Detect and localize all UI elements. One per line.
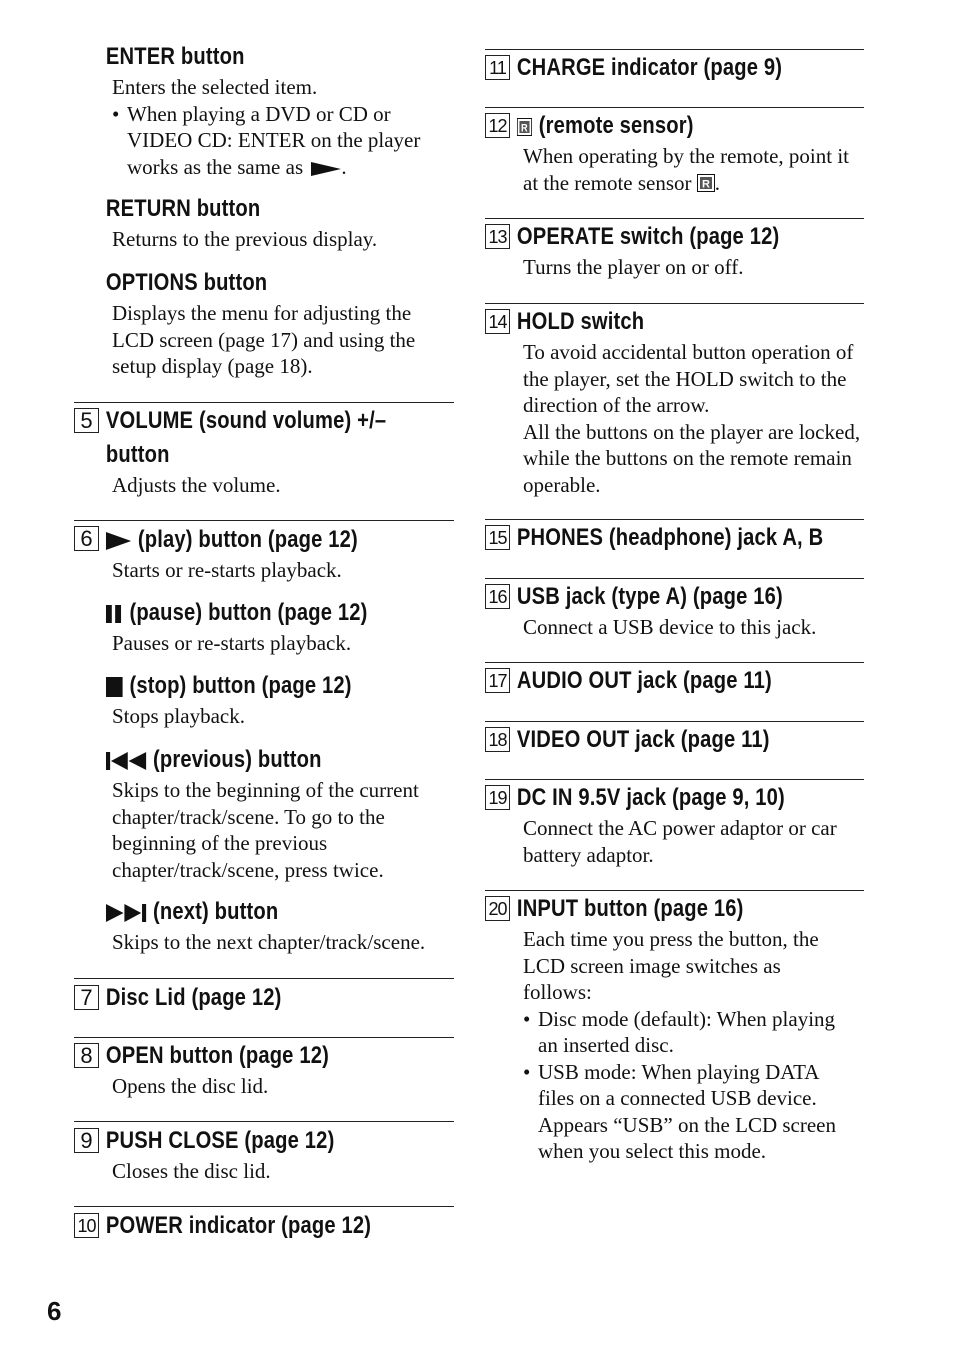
item-number-18: 18	[485, 727, 510, 752]
input-bullet-2	[523, 1059, 853, 1165]
previous-icon	[106, 752, 146, 770]
remote-sensor-heading	[485, 109, 803, 143]
pause-title: (pause) button (page 12)	[129, 599, 368, 626]
previous-entry	[74, 743, 454, 883]
period: .	[341, 154, 347, 179]
input-bullet-2-text: USB mode: When playing DATA files on a connected USB device. Appears “USB” on the LCD screen when you select this mode.	[538, 1059, 836, 1163]
item-number-20: 20	[485, 896, 510, 921]
hold-entry	[485, 303, 864, 498]
next-heading	[74, 895, 393, 929]
remote-sensor-title: (remote sensor)	[538, 112, 694, 139]
stop-heading	[74, 669, 393, 703]
charge-entry	[485, 49, 864, 85]
usb-desc: Connect a USB device to this jack.	[523, 615, 817, 639]
item-number-17: 17	[485, 668, 510, 693]
video-out-title: VIDEO OUT jack (page 11)	[516, 726, 770, 753]
usb-title: USB jack (type A) (page 16)	[516, 583, 783, 610]
volume-desc: Adjusts the volume.	[112, 473, 281, 497]
bullet-dot: •	[523, 1059, 531, 1084]
input-entry	[485, 890, 864, 1165]
phones-title: PHONES (headphone) jack A, B	[516, 524, 824, 551]
next-icon	[106, 904, 146, 922]
volume-entry	[74, 402, 454, 499]
item-number-9: 9	[74, 1128, 99, 1153]
push-close-title: PUSH CLOSE (page 12)	[105, 1127, 335, 1154]
remote-sensor-inline-icon	[697, 174, 715, 192]
play-title: (play) button (page 12)	[137, 526, 358, 553]
item-number-5: 5	[74, 408, 99, 433]
item-number-12: 12	[485, 113, 510, 138]
item-number-10: 10	[74, 1213, 99, 1238]
previous-title: (previous) button	[152, 746, 322, 773]
previous-desc: Skips to the beginning of the current chapter/track/scene. To go to the beginning of the previous chapter/track/scene, press twice.	[112, 778, 419, 882]
stop-entry	[74, 669, 454, 730]
item-number-16: 16	[485, 584, 510, 609]
item-number-8: 8	[74, 1043, 99, 1068]
play-desc: Starts or re-starts playback.	[112, 558, 342, 582]
open-title: OPEN button (page 12)	[105, 1042, 329, 1069]
svg-text:R: R	[521, 122, 528, 135]
return-title: RETURN button	[105, 195, 261, 222]
operate-desc: Turns the player on or off.	[523, 255, 744, 279]
power-entry	[74, 1206, 454, 1243]
push-close-desc: Closes the disc lid.	[112, 1159, 271, 1183]
enter-bullet-text: When playing a DVD or CD or VIDEO CD: ENTER on the player works as the same as	[127, 101, 421, 179]
hold-desc-2: All the buttons on the player are locked, while the buttons on the remote remain operable.	[523, 419, 861, 497]
open-desc: Opens the disc lid.	[112, 1074, 269, 1098]
page-number: 6	[47, 1296, 62, 1326]
open-entry	[74, 1037, 454, 1100]
stop-desc: Stops playback.	[112, 704, 245, 728]
pause-entry	[74, 596, 454, 657]
audio-out-entry	[485, 662, 864, 698]
play-triangle-icon	[311, 162, 341, 176]
next-entry	[74, 895, 454, 956]
item-number-19: 19	[485, 785, 510, 810]
play-heading	[74, 523, 393, 557]
item-number-6: 6	[74, 526, 99, 551]
dc-in-desc: Connect the AC power adaptor or car battery adaptor.	[523, 816, 837, 867]
remote-sensor-desc-block: When operating by the remote, point it at the remote sensor R .	[523, 144, 849, 195]
operate-title: OPERATE switch (page 12)	[516, 223, 780, 250]
hold-desc-1: To avoid accidental button operation of the player, set the HOLD switch to the direction of the arrow.	[523, 340, 854, 417]
remote-sensor-desc: When operating by the remote, point it at the remote sensor	[523, 144, 849, 195]
charge-title: CHARGE indicator (page 9)	[516, 54, 783, 81]
next-title: (next) button	[152, 898, 279, 925]
stop-title: (stop) button (page 12)	[129, 672, 352, 699]
power-title: POWER indicator (page 12)	[105, 1212, 372, 1239]
disc-lid-title: Disc Lid (page 12)	[105, 984, 282, 1011]
input-desc: Each time you press the button, the LCD screen image switches as follows:	[523, 927, 819, 1004]
item-number-14: 14	[485, 309, 510, 334]
audio-out-title: AUDIO OUT jack (page 11)	[516, 667, 772, 694]
next-desc: Skips to the next chapter/track/scene.	[112, 930, 426, 954]
item-number-13: 13	[485, 224, 510, 249]
bullet-dot: •	[523, 1006, 531, 1031]
svg-text:R: R	[701, 178, 710, 190]
input-bullet-1-text: Disc mode (default): When playing an inserted disc.	[538, 1006, 836, 1057]
remote-sensor-entry	[485, 107, 864, 196]
options-title: OPTIONS button	[105, 269, 268, 296]
enter-bullet-item	[112, 101, 457, 181]
pause-desc: Pauses or re-starts playback.	[112, 631, 352, 655]
usb-entry	[485, 578, 864, 641]
enter-title: ENTER button	[105, 43, 245, 70]
options-desc: Displays the menu for adjusting the LCD screen (page 17) and using the setup display (page 18).	[112, 301, 416, 378]
enter-entry	[74, 40, 454, 180]
remote-sensor-icon	[517, 118, 532, 136]
return-entry	[74, 192, 454, 253]
input-bullet-1	[523, 1006, 853, 1059]
enter-desc: Enters the selected item.	[112, 75, 318, 99]
push-close-entry	[74, 1121, 454, 1185]
pause-heading	[74, 596, 393, 630]
play-icon	[106, 532, 131, 550]
item-number-7: 7	[74, 985, 99, 1010]
bullet-dot: •	[112, 101, 120, 126]
play-entry	[74, 520, 454, 584]
operate-entry	[485, 218, 864, 281]
dc-in-title: DC IN 9.5V jack (page 9, 10)	[516, 784, 785, 811]
volume-title: VOLUME (sound volume) +/– button	[105, 407, 387, 468]
disc-lid-entry	[74, 978, 454, 1015]
item-number-15: 15	[485, 525, 510, 550]
stop-icon	[106, 677, 123, 697]
return-desc: Returns to the previous display.	[112, 227, 378, 251]
previous-heading	[74, 743, 393, 777]
phones-entry	[485, 519, 864, 555]
hold-title: HOLD switch	[516, 308, 645, 335]
input-title: INPUT button (page 16)	[516, 895, 744, 922]
options-entry	[74, 266, 454, 380]
video-out-entry	[485, 721, 864, 757]
item-number-11: 11	[485, 55, 510, 80]
pause-icon	[106, 605, 123, 623]
dc-in-entry	[485, 779, 864, 868]
